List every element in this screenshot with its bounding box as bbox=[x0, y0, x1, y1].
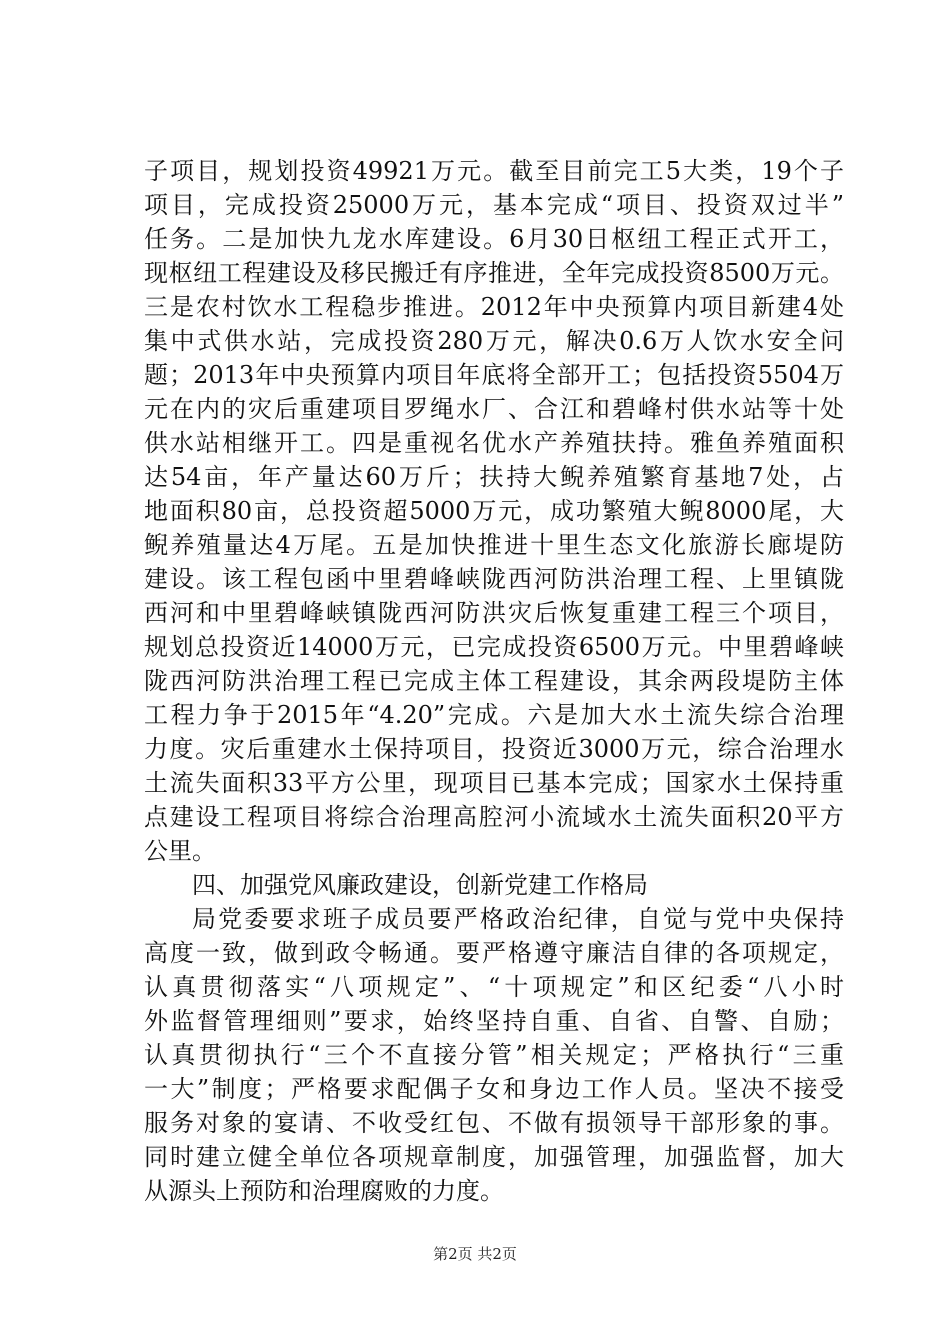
text-line: 认真贯彻执行“三个不直接分管”相关规定；严格执行“三重 bbox=[144, 1041, 844, 1069]
text-line: 力度。灾后重建水土保持项目，投资近3000万元，综合治理水 bbox=[144, 735, 844, 763]
text-line: 任务。二是加快九龙水库建设。6月30日枢纽工程正式开工， bbox=[144, 225, 844, 253]
text-line: 外监督管理细则”要求，始终坚持自重、自省、自警、自励； bbox=[144, 1007, 844, 1035]
text-line: 集中式供水站，完成投资280万元，解决0.6万人饮水安全问 bbox=[144, 327, 844, 355]
text-line: 题；2013年中央预算内项目年底将全部开工；包括投资5504万 bbox=[144, 361, 844, 389]
text-line: 服务对象的宴请、不收受红包、不做有损领导干部形象的事。 bbox=[144, 1109, 844, 1137]
text-line: 工程力争于2015年“4.20”完成。六是加大水土流失综合治理 bbox=[144, 701, 844, 729]
text-line: 点建设工程项目将综合治理高腔河小流域水土流失面积20平方 bbox=[144, 803, 844, 831]
text-line: 土流失面积33平方公里，现项目已基本完成；国家水土保持重 bbox=[144, 769, 844, 797]
text-line: 鲵养殖量达4万尾。五是加快推进十里生态文化旅游长廊堤防 bbox=[144, 531, 844, 559]
text-line: 建设。该工程包函中里碧峰峡陇西河防洪治理工程、上里镇陇 bbox=[144, 565, 844, 593]
text-line: 地面积80亩，总投资超5000万元，成功繁殖大鲵8000尾，大 bbox=[144, 497, 844, 525]
text-line: 元在内的灾后重建项目罗绳水厂、合江和碧峰村供水站等十处 bbox=[144, 395, 844, 423]
text-line: 公里。 bbox=[144, 837, 216, 865]
text-line: 认真贯彻落实“八项规定”、“十项规定”和区纪委“八小时 bbox=[144, 973, 844, 1001]
text-line: 高度一致，做到政令畅通。要严格遵守廉洁自律的各项规定， bbox=[144, 939, 844, 967]
text-line: 局党委要求班子成员要严格政治纪律，自觉与党中央保持 bbox=[192, 905, 844, 933]
text-line: 一大”制度；严格要求配偶子女和身边工作人员。坚决不接受 bbox=[144, 1075, 844, 1103]
page-number-footer: 第2页 共2页 bbox=[433, 1245, 517, 1263]
text-line: 陇西河防洪治理工程已完成主体工程建设，其余两段堤防主体 bbox=[144, 667, 844, 695]
text-line: 达54亩，年产量达60万斤；扶持大鲵养殖繁育基地7处，占 bbox=[144, 463, 844, 491]
text-line: 供水站相继开工。四是重视名优水产养殖扶持。雅鱼养殖面积 bbox=[144, 429, 844, 457]
text-line: 西河和中里碧峰峡镇陇西河防洪灾后恢复重建工程三个项目， bbox=[144, 599, 844, 627]
text-line: 从源头上预防和治理腐败的力度。 bbox=[144, 1177, 504, 1205]
body-text bbox=[144, 154, 844, 1208]
text-line: 规划总投资近14000万元，已完成投资6500万元。中里碧峰峡 bbox=[144, 633, 844, 661]
section-heading: 四、加强党风廉政建设，创新党建工作格局 bbox=[192, 871, 648, 899]
text-line: 项目，完成投资25000万元，基本完成“项目、投资双过半” bbox=[144, 191, 844, 219]
text-line: 现枢纽工程建设及移民搬迁有序推进，全年完成投资8500万元。 bbox=[144, 259, 844, 287]
text-line: 同时建立健全单位各项规章制度，加强管理，加强监督，加大 bbox=[144, 1143, 844, 1171]
text-line: 三是农村饮水工程稳步推进。2012年中央预算内项目新建4处 bbox=[144, 293, 844, 321]
text-line: 子项目，规划投资49921万元。截至目前完工5大类，19个子 bbox=[144, 157, 844, 185]
